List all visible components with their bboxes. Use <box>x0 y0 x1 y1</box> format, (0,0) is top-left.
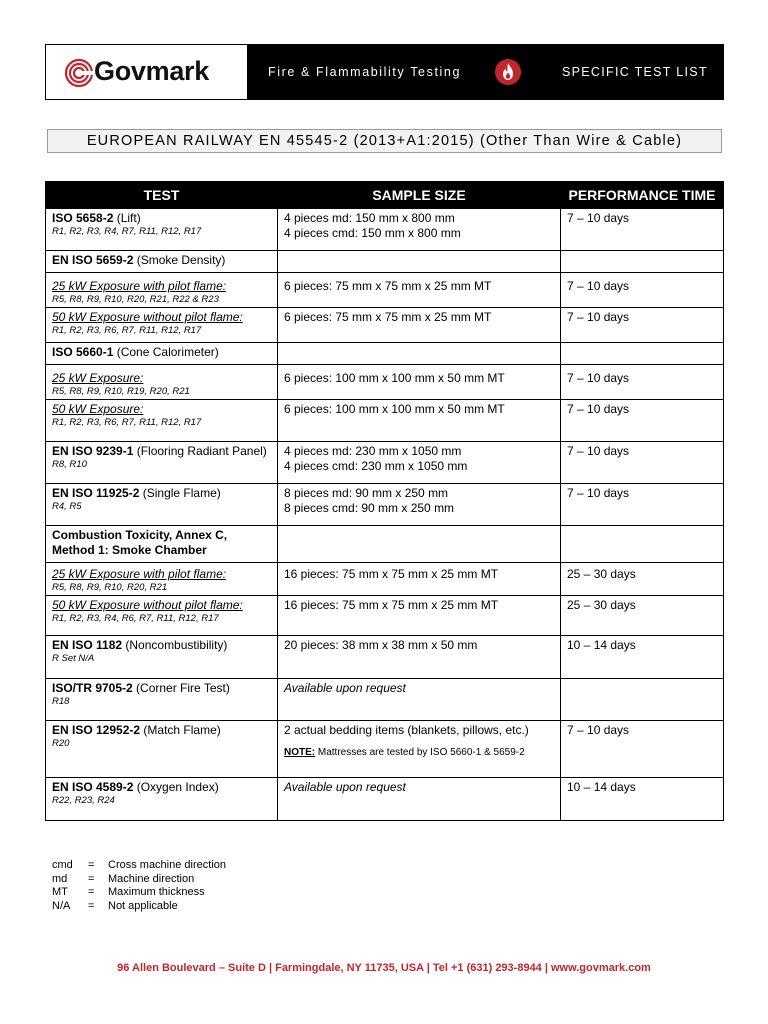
test-requirements: R1, R2, R3, R6, R7, R11, R12, R17 <box>52 325 202 336</box>
sample-size-cell <box>278 343 561 365</box>
performance-time-cell <box>561 526 724 563</box>
test-cell <box>46 343 278 365</box>
test-requirements: R22, R23, R24 <box>52 795 115 806</box>
test-code: EN ISO 4589-2 <box>52 780 134 794</box>
footer-contact: 96 Allen Boulevard – Suite D | Farmingdale, NY 11735, USA | Tel +1 (631) 293-8944 | www.govmark.com <box>117 962 651 974</box>
exposure-label: 25 kW Exposure with pilot flame: <box>52 279 227 293</box>
table-row <box>46 596 724 636</box>
test-desc: (Flooring Radiant Panel) <box>133 444 267 458</box>
sample-size-cell <box>278 442 561 484</box>
legend-abbr: MT <box>52 886 68 898</box>
sample-size-cell: Available upon request <box>278 778 561 821</box>
legend-row <box>52 859 226 873</box>
performance-time-cell: 7 – 10 days <box>561 442 724 484</box>
sample-size-cell <box>278 721 561 778</box>
sample-size-cell <box>278 251 561 273</box>
table-row <box>46 273 724 308</box>
exposure-label: 50 kW Exposure without pilot flame: <box>52 310 243 324</box>
test-requirements: R1, R2, R3, R4, R6, R7, R11, R12, R17 <box>52 613 219 624</box>
test-cell <box>46 721 278 778</box>
test-code: EN ISO 1182 <box>52 638 123 652</box>
logo-text: Govmark <box>94 56 209 86</box>
sample-size-cell: 6 pieces: 75 mm x 75 mm x 25 mm MT <box>278 308 561 343</box>
test-code: ISO 5658-2 <box>52 211 114 225</box>
table-row <box>46 636 724 679</box>
test-cell <box>46 526 278 563</box>
test-desc: (Oxygen Index) <box>133 780 219 794</box>
table-row <box>46 526 724 563</box>
test-code: ISO/TR 9705-2 <box>52 681 133 695</box>
legend-meaning: Machine direction <box>108 872 195 885</box>
test-cell <box>46 251 278 273</box>
test-desc: (Cone Calorimeter) <box>113 345 219 359</box>
test-cell <box>46 442 278 484</box>
performance-time-cell <box>561 679 724 721</box>
test-table <box>45 181 724 821</box>
test-cell <box>46 273 278 308</box>
test-cell <box>46 778 278 821</box>
test-title-line: Method 1: Smoke Chamber <box>52 543 207 557</box>
test-requirements: R1, R2, R3, R6, R7, R11, R12, R17 <box>52 417 202 428</box>
page-header <box>45 44 724 100</box>
sample-size-cell: 6 pieces: 100 mm x 100 mm x 50 mm MT <box>278 365 561 400</box>
header-tagline: Fire & Flammability Testing <box>268 65 462 79</box>
sample-size-line: 2 actual bedding items (blankets, pillows, etc.) <box>284 723 529 737</box>
table-row <box>46 484 724 526</box>
note-text: Mattresses are tested by ISO 5660-1 & 5659-2 <box>315 747 525 758</box>
legend-meaning: Cross machine direction <box>108 859 226 871</box>
test-desc: (Match Flame) <box>140 723 221 737</box>
test-cell <box>46 596 278 636</box>
column-header-sample-size: SAMPLE SIZE <box>278 182 561 209</box>
legend-equals: = <box>88 886 95 898</box>
table-row <box>46 400 724 442</box>
sample-size-cell: 16 pieces: 75 mm x 75 mm x 25 mm MT <box>278 563 561 596</box>
legend-abbr: md <box>52 872 68 885</box>
legend-equals: = <box>88 872 95 885</box>
performance-time-cell: 7 – 10 days <box>561 273 724 308</box>
abbreviation-legend <box>52 859 226 913</box>
test-requirements: R5, R8, R9, R10, R20, R21, R22 & R23 <box>52 294 219 305</box>
legend-equals: = <box>88 899 95 912</box>
sample-size-cell <box>278 526 561 563</box>
table-row <box>46 209 724 251</box>
legend-meaning: Not applicable <box>108 899 178 912</box>
test-cell <box>46 400 278 442</box>
flame-icon <box>494 58 522 86</box>
performance-time-cell: 10 – 14 days <box>561 778 724 821</box>
header-list-label: SPECIFIC TEST LIST <box>562 65 708 79</box>
page-title: EUROPEAN RAILWAY EN 45545-2 (2013+A1:2015) (Other Than Wire & Cable) <box>47 129 722 153</box>
test-code: ISO 5660-1 <box>52 345 114 359</box>
performance-time-cell: 7 – 10 days <box>561 400 724 442</box>
performance-time-cell: 7 – 10 days <box>561 721 724 778</box>
govmark-logo-icon <box>64 58 94 88</box>
test-requirements: R Set N/A <box>52 653 95 664</box>
sample-size-cell: Available upon request <box>278 679 561 721</box>
performance-time-cell: 25 – 30 days <box>561 563 724 596</box>
table-row <box>46 778 724 821</box>
table-row <box>46 679 724 721</box>
sample-size-cell <box>278 209 561 251</box>
test-code: EN ISO 5659-2 <box>52 253 134 267</box>
table-row <box>46 251 724 273</box>
performance-time-cell: 7 – 10 days <box>561 365 724 400</box>
sample-size-cell: 6 pieces: 100 mm x 100 mm x 50 mm MT <box>278 400 561 442</box>
test-cell <box>46 679 278 721</box>
test-code: EN ISO 11925-2 <box>52 486 140 500</box>
exposure-label: 25 kW Exposure: <box>52 371 144 385</box>
performance-time-cell <box>561 343 724 365</box>
test-cell <box>46 365 278 400</box>
test-cell <box>46 484 278 526</box>
table-header-row <box>46 182 724 209</box>
legend-row <box>52 873 226 887</box>
performance-time-cell: 10 – 14 days <box>561 636 724 679</box>
exposure-label: 50 kW Exposure: <box>52 402 144 416</box>
note-label: NOTE: <box>284 747 316 758</box>
table-row <box>46 365 724 400</box>
legend-row <box>52 900 226 914</box>
test-title-line: Combustion Toxicity, Annex C, <box>52 528 228 542</box>
test-desc: (Smoke Density) <box>133 253 226 267</box>
test-desc: (Noncombustibility) <box>122 638 228 652</box>
table-row <box>46 563 724 596</box>
test-requirements: R18 <box>52 696 70 707</box>
performance-time-cell: 25 – 30 days <box>561 596 724 636</box>
test-requirements: R4, R5 <box>52 501 82 512</box>
test-requirements: R5, R8, R9, R10, R20, R21 <box>52 582 168 593</box>
sample-size-line: 4 pieces cmd: 150 mm x 800 mm <box>284 226 461 240</box>
sample-size-cell: 16 pieces: 75 mm x 75 mm x 25 mm MT <box>278 596 561 636</box>
table-row <box>46 442 724 484</box>
logo <box>45 44 248 100</box>
test-cell <box>46 636 278 679</box>
table-row <box>46 308 724 343</box>
test-requirements: R5, R8, R9, R10, R19, R20, R21 <box>52 386 190 397</box>
test-requirements: R20 <box>52 738 70 749</box>
performance-time-cell: 7 – 10 days <box>561 209 724 251</box>
sample-size-line: 8 pieces md: 90 mm x 250 mm <box>284 486 449 500</box>
performance-time-cell: 7 – 10 days <box>561 308 724 343</box>
test-requirements: R1, R2, R3, R4, R7, R11, R12, R17 <box>52 226 202 237</box>
legend-row <box>52 886 226 900</box>
exposure-label: 25 kW Exposure with pilot flame: <box>52 567 227 581</box>
legend-abbr: N/A <box>52 899 71 912</box>
test-cell <box>46 563 278 596</box>
sample-size-cell: 20 pieces: 38 mm x 38 mm x 50 mm <box>278 636 561 679</box>
test-desc: (Lift) <box>113 211 141 225</box>
exposure-label: 50 kW Exposure without pilot flame: <box>52 598 243 612</box>
sample-size-line: 4 pieces cmd: 230 mm x 1050 mm <box>284 459 468 473</box>
legend-abbr: cmd <box>52 859 73 871</box>
legend-meaning: Maximum thickness <box>108 886 205 898</box>
test-cell <box>46 308 278 343</box>
test-desc: (Corner Fire Test) <box>132 681 230 695</box>
table-row <box>46 343 724 365</box>
sample-size-line: 8 pieces cmd: 90 mm x 250 mm <box>284 501 455 515</box>
sample-size-line: 4 pieces md: 230 mm x 1050 mm <box>284 444 462 458</box>
test-desc: (Single Flame) <box>139 486 221 500</box>
column-header-test: TEST <box>46 182 278 209</box>
test-requirements: R8, R10 <box>52 459 87 470</box>
legend-equals: = <box>88 859 95 871</box>
sample-size-line: 4 pieces md: 150 mm x 800 mm <box>284 211 455 225</box>
header-bar <box>248 44 724 100</box>
performance-time-cell <box>561 251 724 273</box>
note <box>284 745 554 760</box>
sample-size-cell <box>278 484 561 526</box>
performance-time-cell: 7 – 10 days <box>561 484 724 526</box>
sample-size-cell: 6 pieces: 75 mm x 75 mm x 25 mm MT <box>278 273 561 308</box>
test-code: EN ISO 9239-1 <box>52 444 134 458</box>
test-code: EN ISO 12952-2 <box>52 723 141 737</box>
column-header-performance-time: PERFORMANCE TIME <box>561 182 724 209</box>
table-row <box>46 721 724 778</box>
test-cell <box>46 209 278 251</box>
